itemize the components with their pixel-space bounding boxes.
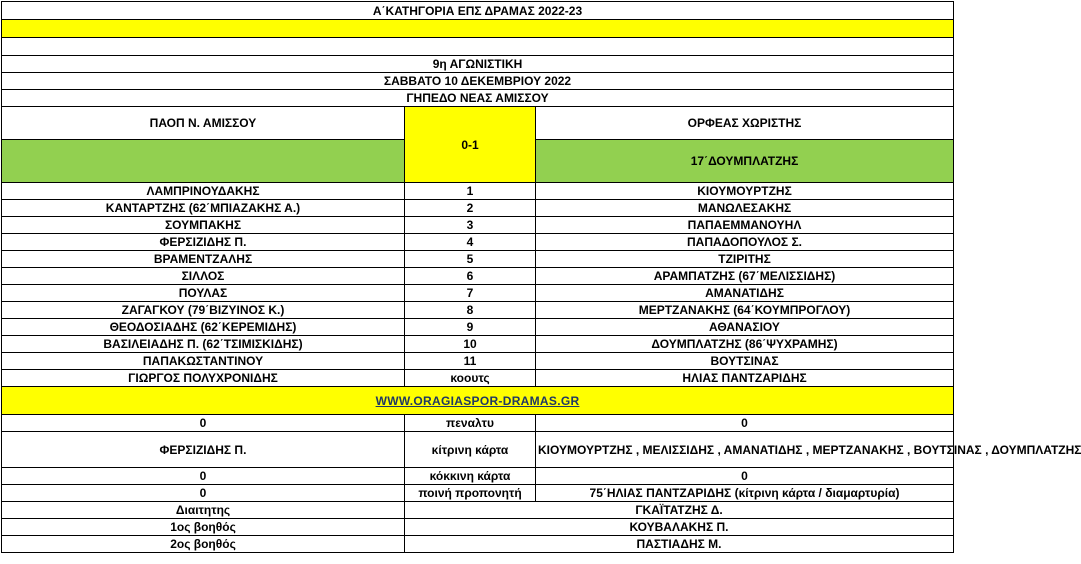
stat-row <box>2 468 954 485</box>
shirt-number: 8 <box>405 302 536 319</box>
home-player: ΠΑΠΑΚΩΣΤΑΝΤΙΝΟΥ <box>2 353 405 370</box>
website-row <box>2 387 954 415</box>
home-player: ΓΙΩΡΓΟΣ ΠΟΛΥΧΡΟΝΙΔΗΣ <box>2 370 405 387</box>
official-name: ΠΑΣΤΙΑΔΗΣ Μ. <box>405 536 954 553</box>
stat-home: 0 <box>2 468 405 485</box>
stat-home: ΦΕΡΣΙΖΙΔΗΣ Π. <box>2 432 405 468</box>
lineup-row <box>2 353 954 370</box>
official-role: 2ος βοηθός <box>2 536 405 553</box>
away-player: ΤΖΙΡΙΤΗΣ <box>536 251 954 268</box>
stat-row <box>2 485 954 502</box>
away-player: ΠΑΠΑΔΟΠΟΥΛΟΣ Σ. <box>536 234 954 251</box>
match-report-table <box>1 1 1081 553</box>
official-role: Διαιτητης <box>2 502 405 519</box>
stat-label: κόκκινη κάρτα <box>405 468 536 485</box>
shirt-number: 2 <box>405 200 536 217</box>
lineup-row <box>2 251 954 268</box>
stat-row <box>2 415 954 432</box>
away-player: ΑΡΑΜΠΑΤΖΗΣ (67΄ΜΕΛΙΣΣΙΔΗΣ) <box>536 268 954 285</box>
home-scorers <box>2 140 405 183</box>
home-player: ΖΑΓΑΓΚΟΥ (79΄ΒΙΖΥΙΝΟΣ Κ.) <box>2 302 405 319</box>
stat-label: ποινή προπονητή <box>405 485 536 502</box>
away-player: ΗΛΙΑΣ ΠΑΝΤΖΑΡΙΔΗΣ <box>536 370 954 387</box>
stat-home: 0 <box>2 485 405 502</box>
official-row <box>2 536 954 553</box>
home-player: ΠΟΥΛΑΣ <box>2 285 405 302</box>
stat-away: ΚΙΟΥΜΟΥΡΤΖΗΣ , ΜΕΛΙΣΣΙΔΗΣ , ΑΜΑΝΑΤΙΔΗΣ , ΜΕΡΤΖΑΝΑΚΗΣ , ΒΟΥΤΣΙΝΑΣ , ΔΟΥΜΠΛΑΤΖΗΣ <box>536 432 954 468</box>
competition-row <box>2 2 954 20</box>
away-player: ΑΘΑΝΑΣΙΟΥ <box>536 319 954 336</box>
shirt-number: 5 <box>405 251 536 268</box>
stat-away: 0 <box>536 468 954 485</box>
away-player: ΜΑΝΩΛΕΣΑΚΗΣ <box>536 200 954 217</box>
website-banner[interactable] <box>2 387 954 415</box>
date-row <box>2 73 954 90</box>
home-player: ΒΑΣΙΛΕΙΑΔΗΣ Π. (62΄ΤΣΙΜΙΣΚΙΔΗΣ) <box>2 336 405 353</box>
yellow-spacer <box>2 20 954 38</box>
stat-label: κίτρινη κάρτα <box>405 432 536 468</box>
shirt-number: 1 <box>405 183 536 200</box>
home-player: ΣΙΛΛΟΣ <box>2 268 405 285</box>
yellow-spacer-row <box>2 20 954 38</box>
officials-section <box>2 502 954 553</box>
home-player: ΦΕΡΣΙΖΙΔΗΣ Π. <box>2 234 405 251</box>
match-date: ΣΑΒΒΑΤΟ 10 ΔΕΚΕΜΒΡΙΟΥ 2022 <box>2 73 954 90</box>
lineup-row <box>2 370 954 387</box>
away-scorers: 17΄ΔΟΥΜΠΛΑΤΖΗΣ <box>536 140 954 183</box>
away-player: ΜΕΡΤΖΑΝΑΚΗΣ (64΄ΚΟΥΜΠΡΟΓΛΟΥ) <box>536 302 954 319</box>
lineup-row <box>2 285 954 302</box>
lineup-row <box>2 302 954 319</box>
shirt-number: 9 <box>405 319 536 336</box>
shirt-number: κοουτς <box>405 370 536 387</box>
shirt-number: 4 <box>405 234 536 251</box>
home-player: ΒΡΑΜΕΝΤΖΑΛΗΣ <box>2 251 405 268</box>
website-link[interactable]: WWW.ORAGIASPOR-DRAMAS.GR <box>375 393 580 408</box>
shirt-number: 7 <box>405 285 536 302</box>
away-team: ΟΡΦΕΑΣ ΧΩΡΙΣΤΗΣ <box>536 107 954 140</box>
lineup-row <box>2 268 954 285</box>
stat-label: πεναλτυ <box>405 415 536 432</box>
official-name: ΓΚΑΪΤΑΤΖΗΣ Δ. <box>405 502 954 519</box>
shirt-number: 6 <box>405 268 536 285</box>
lineup-row <box>2 200 954 217</box>
away-player: ΒΟΥΤΣΙΝΑΣ <box>536 353 954 370</box>
final-score: 0-1 <box>405 107 536 183</box>
stat-away: 75΄ΗΛΙΑΣ ΠΑΝΤΖΑΡΙΔΗΣ (κίτρινη κάρτα / διαμαρτυρία) <box>536 485 954 502</box>
spacer <box>2 38 954 56</box>
stat-home: 0 <box>2 415 405 432</box>
official-role: 1ος βοηθός <box>2 519 405 536</box>
away-player: ΠΑΠΑΕΜΜΑΝΟΥΗΛ <box>536 217 954 234</box>
home-player: ΚΑΝΤΑΡΤΖΗΣ (62΄ΜΠΙΑΖΑΚΗΣ Α.) <box>2 200 405 217</box>
away-player: ΑΜΑΝΑΤΙΔΗΣ <box>536 285 954 302</box>
official-name: ΚΟΥΒΑΛΑΚΗΣ Π. <box>405 519 954 536</box>
away-player: ΚΙΟΥΜΟΥΡΤΖΗΣ <box>536 183 954 200</box>
lineup-row <box>2 217 954 234</box>
home-player: ΘΕΟΔΟΣΙΑΔΗΣ (62΄ΚΕΡΕΜΙΔΗΣ) <box>2 319 405 336</box>
stats-section <box>2 415 1081 502</box>
lineup-row <box>2 234 954 251</box>
matchday: 9η ΑΓΩΝΙΣΤΙΚΗ <box>2 56 954 73</box>
lineup-row <box>2 336 954 353</box>
venue-row <box>2 90 954 107</box>
competition-title: Α΄ΚΑΤΗΓΟΡΙΑ ΕΠΣ ΔΡΑΜΑΣ 2022-23 <box>2 2 954 20</box>
lineup-row <box>2 319 954 336</box>
away-player: ΔΟΥΜΠΛΑΤΖΗΣ (86΄ΨΥΧΡΑΜΗΣ) <box>536 336 954 353</box>
matchday-row <box>2 56 954 73</box>
teams-row <box>2 107 954 140</box>
lineup-section <box>2 183 954 387</box>
home-player: ΣΟΥΜΠΑΚΗΣ <box>2 217 405 234</box>
venue: ΓΗΠΕΔΟ ΝΕΑΣ ΑΜΙΣΣΟΥ <box>2 90 954 107</box>
official-row <box>2 502 954 519</box>
official-row <box>2 519 954 536</box>
shirt-number: 3 <box>405 217 536 234</box>
home-team: ΠΑΟΠ Ν. ΑΜΙΣΣΟΥ <box>2 107 405 140</box>
home-player: ΛΑΜΠΡΙΝΟΥΔΑΚΗΣ <box>2 183 405 200</box>
stat-row <box>2 432 954 468</box>
shirt-number: 10 <box>405 336 536 353</box>
stat-away: 0 <box>536 415 954 432</box>
lineup-row <box>2 183 954 200</box>
spacer-row <box>2 38 954 56</box>
shirt-number: 11 <box>405 353 536 370</box>
